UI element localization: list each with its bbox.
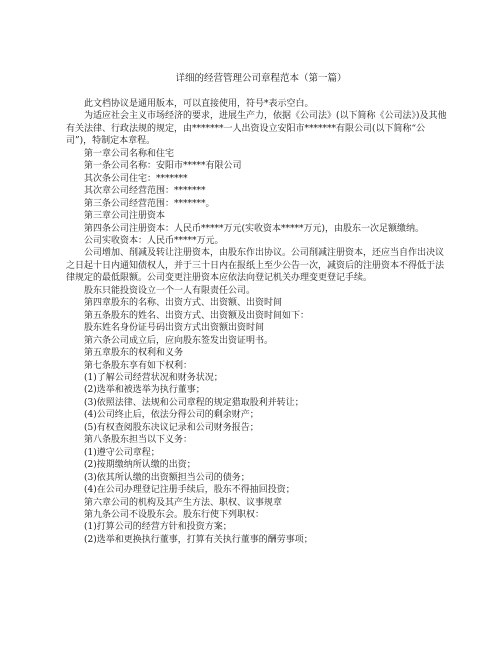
- document-paragraph: 第三章公司注册资本: [84, 211, 166, 222]
- document-paragraph: (4)在公司办理登记注册手续后，股东不得抽回投资；: [84, 485, 295, 496]
- document-paragraph: (3)依照法律、法规和公司章程的规定猎取股利并转让；: [84, 397, 304, 408]
- document-paragraph: (1)遵守公司章程；: [84, 447, 160, 458]
- document-paragraph: 此文档协议是通用版本，可以直接使用，符号*表示空白。: [84, 99, 314, 109]
- document-paragraph: 公司实收资本：人民币*****万元。: [84, 235, 224, 246]
- document-paragraph: (2)选举和更换执行董事，打算有关执行董事的酬劳事项；: [84, 534, 313, 545]
- document-paragraph: 股东只能投资设立一个一人有限责任公司。: [84, 285, 256, 296]
- document-paragraph: 其次条公司住宅：*******: [84, 173, 188, 184]
- document-paragraph: 第六条公司成立后，应向股东签发出资证明书。: [84, 335, 274, 346]
- document-paragraph: 第四条公司注册资本：人民币*****万元(实收资本*****万元)，由股东一次足额缴纳。: [84, 223, 425, 234]
- document-paragraph: 其次章公司经营范围：*******: [84, 186, 206, 197]
- document-paragraph: 第八条股东担当以下义务：: [84, 435, 193, 446]
- document-paragraph: (2)按期缴纳所认缴的出资；: [84, 460, 196, 471]
- document-title: 详细的经营管理公司章程范本（第一篇）: [175, 73, 347, 84]
- document-paragraph: (1)了解公司经营状况和财务状况；: [84, 372, 223, 383]
- document-paragraph: (3)依其所认缴的出资额担当公司的债务；: [84, 472, 250, 483]
- document-paragraph: (2)选举和被选举为执行董事；: [84, 385, 205, 396]
- document-paragraph: 为适应社会主义市场经济的要求，进展生产力，依据《公司法》(以下简称《公司法》)及其他有关法律、行政法规的规定，由*******一人出资设立安阳市*******有限公司(以下简称“公司”)，特制定本章程。: [66, 111, 447, 147]
- document-paragraph: 第九条公司不设股东会。股东行使下列职权：: [84, 509, 265, 520]
- document-paragraph: (1)打算公司的经营方针和投资方案；: [84, 522, 232, 533]
- document-paragraph: 第六章公司的机构及其产生方法、职权、议事规章: [84, 497, 283, 508]
- document-paragraph: 第七条股东享有如下权利：: [84, 360, 193, 371]
- document-paragraph: 第五章股东的权利和义务: [84, 348, 184, 359]
- document-paragraph: 第一条公司名称：安阳市*****有限公司: [84, 161, 242, 172]
- document-paragraph: (4)公司终止后，依法分得公司的剩余财产；: [84, 410, 259, 421]
- document-paragraph: 公司增加、削减及转让注册资本，由股东作出协议。公司削减注册资本，还应当自作出决议之日起十日内通知债权人，并于三十日内在报纸上至少公告一次，减资后的注册资本不得低于法律规定的最低限额。公司变更注册资本应依法向登记机关办理变更登记手续。: [66, 248, 445, 284]
- document-paragraph: 股东姓名身份证号码出资方式出资额出资时间: [84, 323, 265, 334]
- document-paragraph: 第五条股东的姓名、出资方式、出资额及出资时间如下：: [84, 310, 310, 321]
- document-paragraph: 第三条公司经营范围：*******。: [84, 198, 215, 209]
- document-paragraph: (5)有权查阅股东决议记录和公司财务报告；: [84, 422, 259, 433]
- document-paragraph: 第一章公司名称和住宅: [84, 148, 175, 159]
- document-body: [66, 98, 448, 546]
- document-paragraph: 第四章股东的名称、出资方式、出资额、出资时间: [84, 298, 283, 309]
